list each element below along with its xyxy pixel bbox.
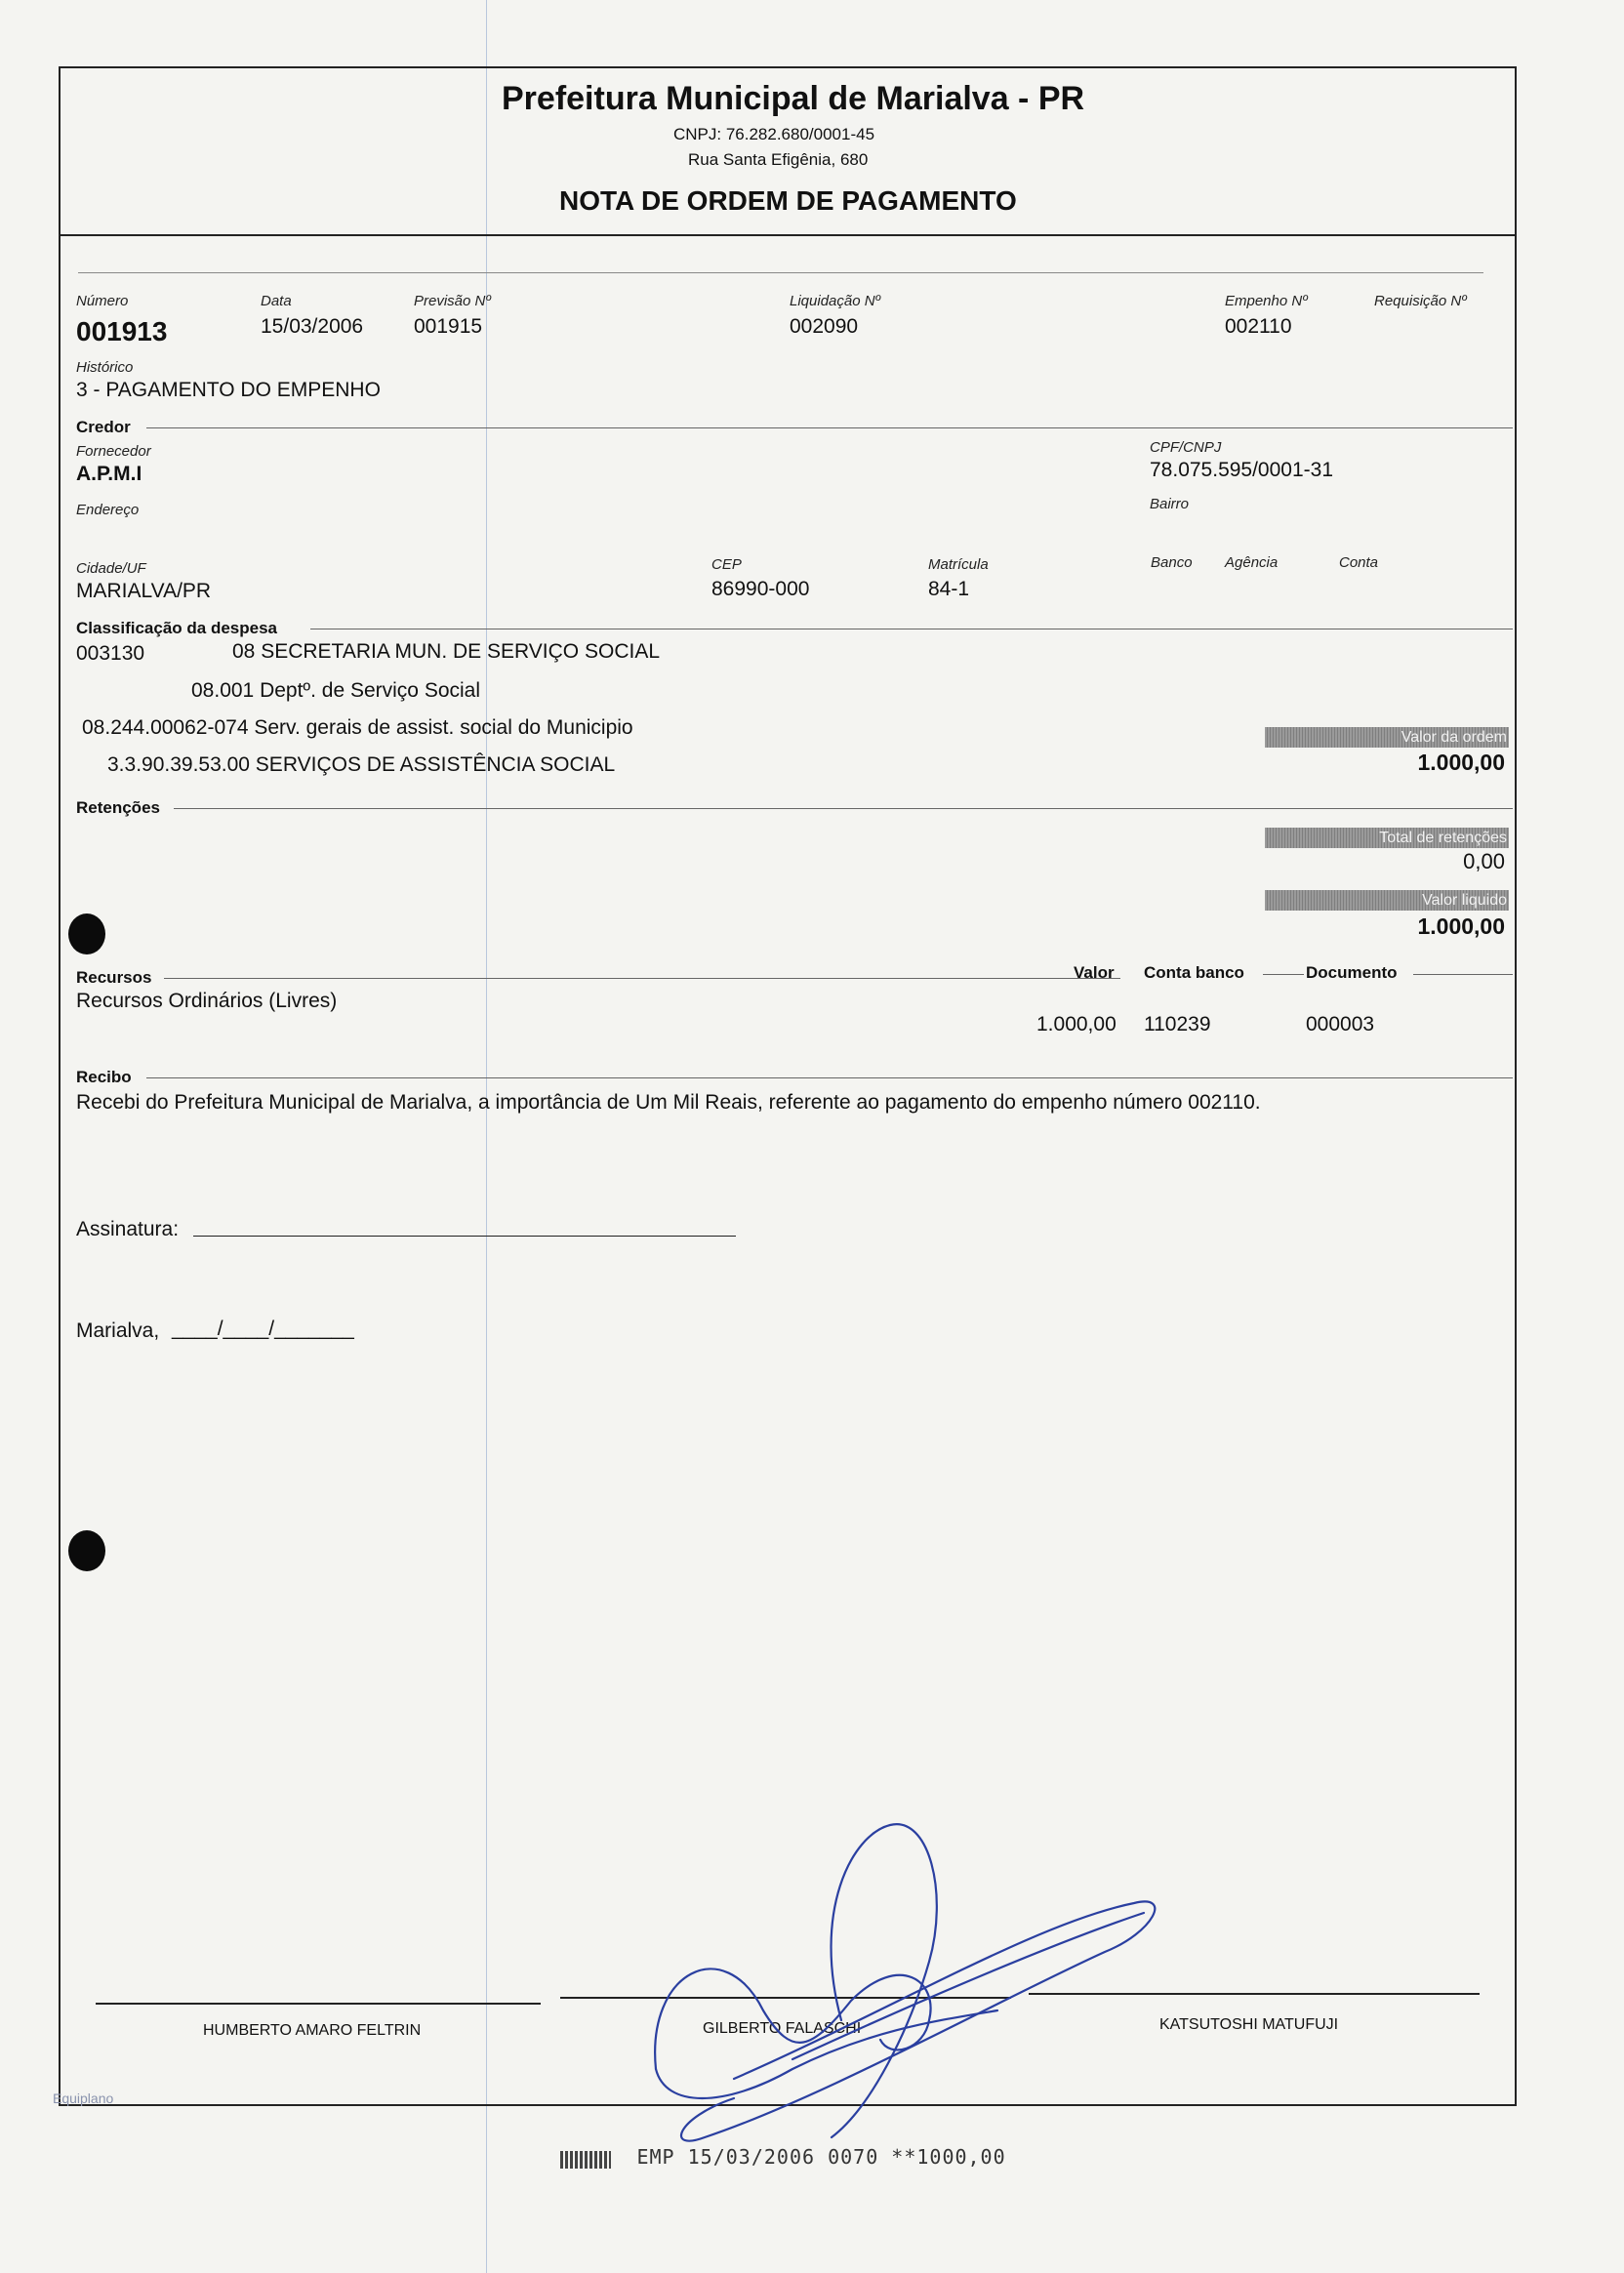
- municipality-title: Prefeitura Municipal de Marialva - PR: [502, 80, 1085, 117]
- recursos-valor-label: Valor: [1074, 963, 1115, 982]
- numero-value: 001913: [76, 316, 168, 346]
- signature-line-1: [96, 2003, 541, 2005]
- cidade-value: MARIALVA/PR: [76, 580, 212, 602]
- data-value: 15/03/2006: [261, 315, 364, 338]
- previsao-label: Previsão Nº: [414, 293, 491, 309]
- cpf-cnpj-value: 78.075.595/0001-31: [1150, 459, 1334, 481]
- classificacao-line-1: 08 SECRETARIA MUN. DE SERVIÇO SOCIAL: [232, 640, 661, 663]
- classificacao-line-2: 08.001 Deptº. de Serviço Social: [191, 679, 481, 702]
- signatory-1-name: HUMBERTO AMARO FELTRIN: [203, 2022, 422, 2039]
- punch-hole-top: [68, 913, 105, 954]
- endereco-label: Endereço: [76, 502, 140, 518]
- date-blank[interactable]: ____/____/_______: [172, 1318, 354, 1340]
- signatory-3-name: KATSUTOSHI MATUFUJI: [1159, 2016, 1339, 2033]
- recursos-documento: 000003: [1306, 1013, 1375, 1035]
- stamp-text: EMP 15/03/2006 0070 **1000,00: [636, 2145, 1006, 2169]
- bank-stamp: [560, 2145, 1006, 2169]
- empenho-value: 002110: [1225, 315, 1292, 338]
- assinatura-label: Assinatura:: [76, 1218, 180, 1240]
- fornecedor-label: Fornecedor: [76, 443, 151, 460]
- requisicao-label: Requisição Nº: [1374, 293, 1467, 309]
- local-label: Marialva,: [76, 1319, 160, 1342]
- retencoes-section-title: Retenções: [76, 798, 160, 817]
- recursos-valor: 1.000,00: [1036, 1013, 1116, 1035]
- valor-ordem-label: Valor da ordem: [1265, 727, 1509, 748]
- data-label: Data: [261, 293, 292, 309]
- handwritten-signature: [646, 1815, 1173, 2176]
- matricula-label: Matrícula: [928, 556, 989, 573]
- barcode-icon: [560, 2151, 611, 2169]
- historico-value: 3 - PAGAMENTO DO EMPENHO: [76, 379, 381, 401]
- software-credit: Equiplano: [53, 2090, 114, 2106]
- address-text: Rua Santa Efigênia, 680: [688, 150, 869, 169]
- document-title: NOTA DE ORDEM DE PAGAMENTO: [559, 185, 1017, 216]
- recursos-descricao: Recursos Ordinários (Livres): [76, 990, 338, 1012]
- recursos-end-rule: [1413, 974, 1513, 975]
- document-frame: [53, 66, 1517, 2106]
- total-retencoes-label: Total de retenções: [1265, 828, 1509, 848]
- fornecedor-value: A.P.M.I: [76, 463, 142, 485]
- conta-label: Conta: [1339, 554, 1379, 571]
- cep-value: 86990-000: [711, 578, 810, 600]
- assinatura-line[interactable]: [193, 1236, 736, 1237]
- signatory-2-name: GILBERTO FALASCHI: [703, 2020, 862, 2037]
- classificacao-line-4: 3.3.90.39.53.00 SERVIÇOS DE ASSISTÊNCIA SOCIAL: [107, 753, 616, 776]
- recursos-conta: 110239: [1144, 1013, 1211, 1035]
- empenho-label: Empenho Nº: [1225, 293, 1308, 309]
- fields-top-rule: [78, 272, 1483, 273]
- recibo-section-title: Recibo: [76, 1068, 132, 1086]
- historico-label: Histórico: [76, 359, 134, 376]
- recibo-text: Recebi do Prefeitura Municipal de Marialva, a importância de Um Mil Reais, referente ao pagamento do empenho número 002110.: [76, 1091, 1261, 1114]
- recursos-documento-label: Documento: [1306, 963, 1398, 982]
- classificacao-line-3: 08.244.00062-074 Serv. gerais de assist. social do Municipio: [82, 716, 633, 739]
- banco-label: Banco: [1151, 554, 1193, 571]
- punch-hole-bottom: [68, 1530, 105, 1571]
- numero-label: Número: [76, 293, 129, 309]
- recursos-section-rule: [164, 978, 1120, 979]
- bairro-label: Bairro: [1150, 496, 1190, 512]
- total-retencoes-value: 0,00: [1463, 849, 1505, 873]
- agencia-label: Agência: [1225, 554, 1279, 571]
- cpf-cnpj-label: CPF/CNPJ: [1150, 439, 1222, 456]
- recursos-mid-rule: [1263, 974, 1304, 975]
- classificacao-code: 003130: [76, 642, 145, 665]
- classificacao-section-title: Classificação da despesa: [76, 619, 278, 637]
- cidade-label: Cidade/UF: [76, 560, 146, 577]
- valor-liquido-label: Valor liquido: [1265, 890, 1509, 911]
- liquidacao-label: Liquidação Nº: [790, 293, 881, 309]
- liquidacao-value: 002090: [790, 315, 859, 338]
- credor-section-title: Credor: [76, 418, 131, 436]
- header-divider: [61, 234, 1515, 236]
- recursos-conta-label: Conta banco: [1144, 963, 1244, 982]
- cnpj-text: CNPJ: 76.282.680/0001-45: [673, 125, 875, 143]
- valor-ordem-value: 1.000,00: [1417, 750, 1505, 775]
- previsao-value: 001915: [414, 315, 483, 338]
- recursos-section-title: Recursos: [76, 968, 152, 987]
- credor-section-rule: [146, 427, 1513, 428]
- valor-liquido-value: 1.000,00: [1417, 913, 1505, 939]
- recibo-section-rule: [146, 1077, 1513, 1078]
- cep-label: CEP: [711, 556, 742, 573]
- retencoes-section-rule: [174, 808, 1513, 809]
- matricula-value: 84-1: [928, 578, 970, 600]
